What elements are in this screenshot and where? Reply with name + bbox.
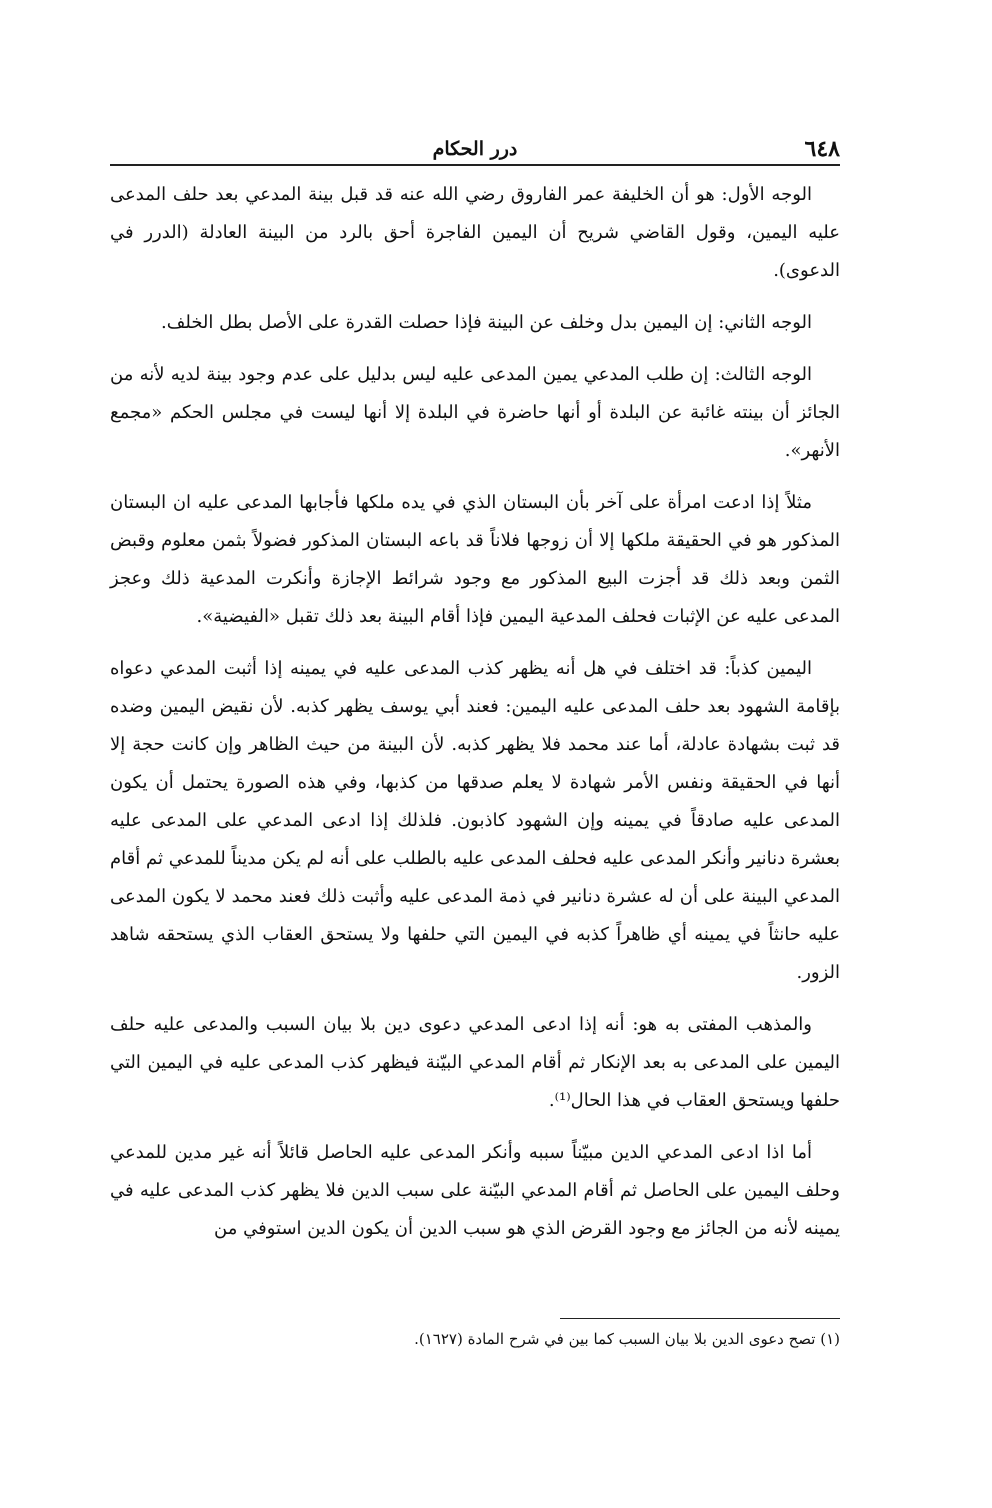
- paragraph-example: مثلاً إذا ادعت امرأة على آخر بأن البستان الذي في يده ملكها فأجابها المدعى عليه ان البستان المذكور هو في الحقيقة ملكها إلا أن زوجها فلاناً قد باعه البستان المذكور فضولاً بثمن معلوم وقبض الثمن وبعد ذلك قد أجزت البيع المذكور مع وجود شرائط الإجازة وأنكرت المدعية ذلك وعجز المدعى عليه عن الإثبات فحلف المدعية اليمين فإذا أقام البينة بعد ذلك تقبل «الفيضية».: [110, 492, 840, 627]
- footnote-area: [110, 1318, 840, 1351]
- paragraph-adopted-doctrine: والمذهب المفتى به هو: أنه إذا ادعى المدعي دعوى دين بلا بيان السبب والمدعى عليه حلف اليمين على المدعى به بعد الإنكار ثم أقام المدعي البيّنة فيظهر كذب المدعى عليه في اليمين التي حلفها ويستحق العقاب في هذا الحال⁽¹⁾.: [110, 1014, 840, 1111]
- page-number: ٦٤٨: [804, 136, 840, 162]
- paragraph-debt-with-cause: أما اذا ادعى المدعي الدين مبيّناً سببه وأنكر المدعى عليه الحاصل قائلاً أنه غير مدين للمدعي وحلف اليمين على الحاصل ثم أقام المدعي البيّنة على سبب الدين فلا يظهر كذب المدعى عليه في يمينه لأنه من الجائز مع وجود القرض الذي هو سبب الدين أن يكون الدين استوفي من: [110, 1142, 840, 1239]
- paragraph-first-aspect: الوجه الأول: هو أن الخليفة عمر الفاروق رضي الله عنه قد قبل بينة المدعي بعد حلف المدعى عليه اليمين، وقول القاضي شريح أن اليمين الفاجرة أحق بالرد من البينة العادلة (الدرر في الدعوى).: [110, 184, 840, 281]
- paragraph-false-oath: اليمين كذباً: قد اختلف في هل أنه يظهر كذب المدعى عليه في يمينه إذا أثبت المدعي دعواه بإقامة الشهود بعد حلف المدعى عليه اليمين: فعند أبي يوسف يظهر كذبه. لأن نقيض اليمين وضده قد ثبت بشهادة عادلة، أما عند محمد فلا يظهر كذبه. لأن البينة من حيث الظاهر وإن كانت حجة إلا أنها في الحقيقة ونفس الأمر شهادة لا يعلم صدقها من كذبها، وفي هذه الصورة يحتمل أن يكون المدعى عليه صادقاً في يمينه وإن الشهود كاذبون. فلذلك إذا ادعى المدعي على المدعى عليه بعشرة دنانير وأنكر المدعى عليه فحلف المدعى عليه بالطلب على أنه لم يكن مديناً للمدعي ثم أقام المدعي البينة على أن له عشرة دنانير في ذمة المدعى عليه وأثبت ذلك فعند محمد لا يكون المدعى عليه حانثاً في يمينه أي ظاهراً كذبه في اليمين التي حلفها ولا يستحق العقاب الذي يستحقه شاهد الزور.: [110, 658, 840, 983]
- paragraph-second-aspect: الوجه الثاني: إن اليمين بدل وخلف عن البينة فإذا حصلت القدرة على الأصل بطل الخلف.: [161, 312, 812, 333]
- header-rule: [110, 164, 840, 166]
- running-title: درر الحكام: [432, 138, 518, 160]
- footnote: (١) تصح دعوى الدين بلا بيان السبب كما بين في شرح المادة (١٦٢٧).: [414, 1330, 840, 1348]
- page-body: [110, 130, 840, 1262]
- paragraph-third-aspect: الوجه الثالث: إن طلب المدعي يمين المدعى عليه ليس بدليل على عدم وجود بينة لديه لأنه من الجائز أن بينته غائبة عن البلدة أو أنها حاضرة في البلدة إلا أنها ليست في مجلس الحكم «مجمع الأنهر».: [110, 364, 840, 461]
- footnote-rule: [560, 1318, 840, 1319]
- page-header: [110, 130, 840, 164]
